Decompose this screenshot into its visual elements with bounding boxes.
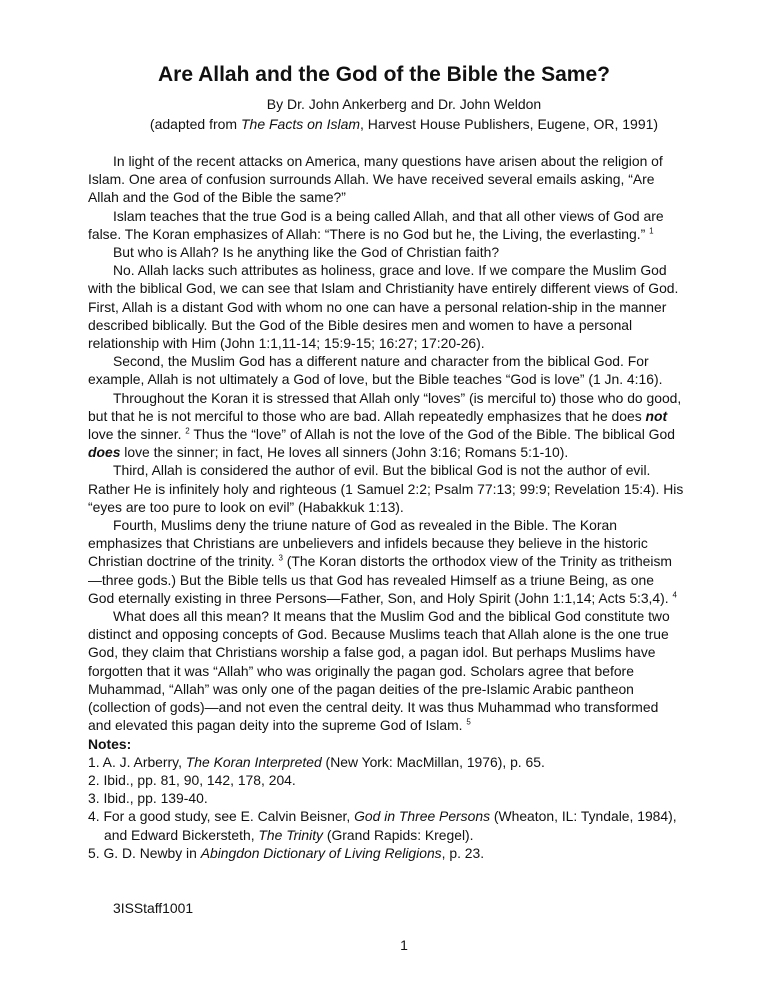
byline [0,94,768,134]
paragraph: In light of the recent attacks on America, many questions have arisen about the religion of Islam. One area of confusion surrounds Allah. We have received several emails asking, “Are Allah and the God of the Bible the same?” [88,153,663,206]
paragraph: Islam teaches that the true God is a being called Allah, and that all other views of God are false. The Koran emphasizes of Allah: “There is no God but he, the Living, the everlasting.” $^1$ [88,207,664,242]
footnote-ref: 4 [672,590,677,600]
footnote-ref: 3 [278,553,283,563]
note-item: 3. Ibid., pp. 139-40. [88,790,208,807]
article-body [88,152,684,862]
note-item: 5. G. D. Newby in Abingdon Dictionary of Living Religions, p. 23. [88,844,485,861]
notes-heading: Notes: [88,735,132,752]
paragraph: But who is Allah? Is he anything like the God of Christian faith? [113,244,500,261]
emphasis: does [88,444,121,461]
footnote-ref: 5 [466,717,471,727]
source-suffix: , Harvest House Publishers, Eugene, OR, 1991) [360,116,659,132]
notes-list [88,753,684,862]
note-item: 4. For a good study, see E. Calvin Beisner, God in Three Persons (Wheaton, IL: Tyndale, 1984), and Edward Bickersteth, The Trinity (Grand Rapids: Kregel). [88,808,677,843]
note-item: 1. A. J. Arberry, The Koran Interpreted (New York: MacMillan, 1976), p. 65. [88,753,545,770]
page-number: 1 [400,937,408,953]
paragraph: Fourth, Muslims deny the triune nature of God as revealed in the Bible. The Koran emphasizes that Christians are unbelievers and infidels because they believe in the historic Christian doctrine of the trinity. $^3$ (The Koran distorts the orthodox view of the Trinity as tritheism—three gods.) But the Bible tells us that God has revealed Himself as a triune Being, as one God eternally existing in three Persons—Father, Son, and Holy Spirit (John 1:1,14; Acts 5:3,4). $^4$ [88,517,677,606]
authors: By Dr. John Ankerberg and Dr. John Weldon [266,96,542,112]
staff-code: 3ISStaff1001 [113,900,194,916]
source-prefix: (adapted from [149,116,241,132]
paragraph: No. Allah lacks such attributes as holiness, grace and love. If we compare the Muslim God with the biblical God, we can see that Islam and Christianity have entirely different views of God. First, Allah is a distant God with whom no one can have a personal relation-ship in the manner described biblically. But the God of the Bible desires men and women to have a personal relationship with Him (John 1:1,11-14; 15:9-15; 16:27; 17:20-26). [88,262,679,352]
footnote-ref: 1 [649,226,654,236]
paragraph: Second, the Muslim God has a different nature and character from the biblical God. For example, Allah is not ultimately a God of love, but the Bible teaches “God is love” (1 Jn. 4:16). [88,353,663,388]
emphasis: not [645,407,668,424]
paragraph: Third, Allah is considered the author of evil. But the biblical God is not the author of evil. Rather He is infinitely holy and righteous (1 Samuel 2:2; Psalm 77:13; 99:9; Revelation 15:4). His “eyes are too pure to look on evil” (Habakkuk 1:13). [88,462,684,515]
paragraph: Throughout the Koran it is stressed that Allah only “loves” (is merciful to) those who do good, but that he is not merciful to those who are bad. Allah repeatedly emphasizes that he does not love the sinner. $^2$ Thus the “love” of Allah is not the love of the God of the Bible. The biblical God does love the sinner; in fact, He loves all sinners (John 3:16; Romans 5:1-10). [88,389,682,461]
footnote-ref: 2 [185,426,190,436]
note-item: 2. Ibid., pp. 81, 90, 142, 178, 204. [88,771,296,788]
article-title: Are Allah and the God of the Bible the Same? [158,63,610,86]
source-book: The Facts on Islam [240,116,361,132]
source-citation [0,114,768,134]
paragraph: What does all this mean? It means that the Muslim God and the biblical God constitute two distinct and opposing concepts of God. Because Muslims teach that Allah alone is the one true God, they claim that Christians worship a false god, a pagan idol. But perhaps Muslims have forgotten that it was “Allah” who was originally the pagan god. Scholars agree that before Muhammad, “Allah” was only one of the pagan deities of the pre-Islamic Arabic pantheon (collection of gods)—and not even the central deity. It was thus Muhammad who transformed and elevated this pagan deity into the supreme God of Islam. $^5$ [88,608,670,734]
